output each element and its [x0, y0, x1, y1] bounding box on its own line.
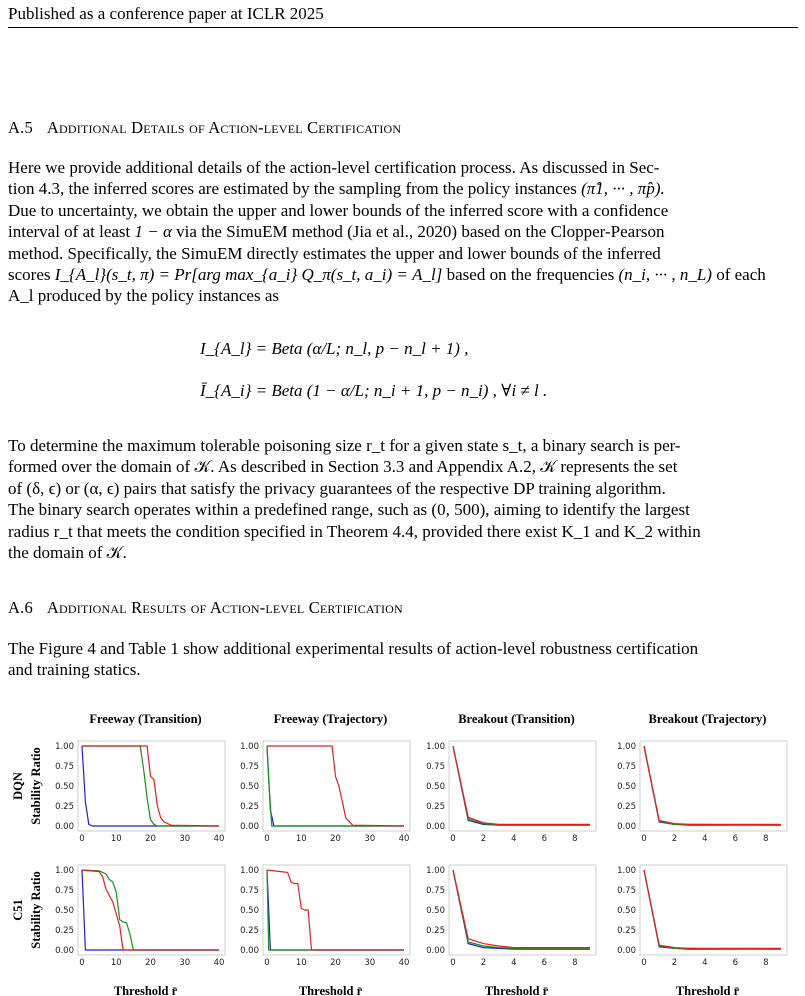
x-tick-label: 0	[264, 958, 270, 968]
paragraph-additional-results	[8, 638, 798, 681]
x-tick-label: 10	[295, 958, 307, 968]
section-title: Additional Details of Action-level Certification	[46, 118, 402, 137]
x-tick-label: 8	[763, 958, 769, 968]
para1-line7: A_l produced by the policy instances as	[8, 286, 279, 306]
para1-line1: Here we provide additional details of the action-level certification process. As discussed in Sec-	[8, 158, 660, 177]
y-tick-label: 0.50	[617, 906, 636, 916]
y-tick-label: 0.25	[426, 926, 445, 936]
section-heading-a5	[8, 118, 401, 138]
y-tick-label: 0.75	[426, 886, 445, 896]
plot-frame	[78, 741, 225, 831]
column-title: Breakout (Transition)	[458, 712, 575, 726]
plot-frame	[263, 741, 410, 831]
row-label: C51	[11, 899, 25, 921]
section-heading-a6	[8, 598, 403, 618]
x-tick-label: 4	[702, 834, 708, 844]
x-axis-label: Threshold r̄	[484, 984, 549, 996]
x-tick-label: 0	[450, 834, 456, 844]
x-tick-label: 30	[364, 834, 376, 844]
para2-line5: radius r_t that meets the condition specified in Theorem 4.4, provided there exist K_1 and K_2 within	[8, 521, 701, 541]
text-span: scores	[8, 265, 55, 285]
y-tick-label: 0.00	[240, 822, 259, 832]
y-tick-label: 0.00	[55, 946, 74, 956]
para1-line5: method. Specifically, the SimuEM directly estimates the upper and lower bounds of the inferred	[8, 243, 661, 263]
x-tick-label: 20	[330, 834, 341, 844]
para2-line1: To determine the maximum tolerable poisoning size r_t for a given state s_t, a binary search is per-	[8, 436, 681, 455]
para2-line2: formed over the domain of 𝒦. As described in Section 3.3 and Appendix A.2, 𝒦 represents the set	[8, 457, 678, 477]
text-span: of each	[711, 265, 766, 285]
x-tick-label: 0	[264, 834, 270, 844]
plot-frame	[640, 741, 787, 831]
x-tick-label: 2	[480, 834, 487, 844]
column-title: Freeway (Transition)	[89, 712, 202, 726]
y-tick-label: 0.00	[240, 946, 259, 956]
y-tick-label: 0.50	[55, 782, 74, 792]
figure-stability-ratio	[0, 705, 805, 996]
y-tick-label: 0.25	[240, 802, 259, 812]
x-tick-label: 30	[364, 958, 376, 968]
text-span: based on the frequencies	[442, 265, 619, 285]
x-tick-label: 0	[79, 958, 85, 968]
y-tick-label: 0.00	[426, 946, 445, 956]
y-tick-label: 0.50	[240, 782, 259, 792]
y-tick-label: 0.50	[426, 906, 445, 916]
para2-line6: the domain of 𝒦.	[8, 543, 127, 563]
math-inline: 1 − α	[134, 222, 172, 242]
x-tick-label: 8	[572, 958, 578, 968]
x-tick-label: 6	[541, 958, 548, 968]
para1-line3: Due to uncertainty, we obtain the upper and lower bounds of the inferred score with a confidence	[8, 200, 669, 220]
y-tick-label: 1.00	[55, 742, 74, 752]
para1-line6	[8, 264, 798, 285]
plot-frame	[449, 865, 596, 955]
running-header: Published as a conference paper at ICLR 2025	[8, 4, 798, 28]
x-tick-label: 30	[179, 834, 191, 844]
y-tick-label: 0.50	[617, 782, 636, 792]
y-tick-label: 0.00	[617, 822, 636, 832]
x-tick-label: 40	[213, 958, 225, 968]
x-tick-label: 40	[398, 958, 410, 968]
y-tick-label: 0.50	[426, 782, 445, 792]
x-tick-label: 6	[732, 834, 739, 844]
para3-line2: and training statics.	[8, 660, 141, 680]
y-tick-label: 0.75	[426, 762, 445, 772]
y-tick-label: 0.25	[55, 802, 74, 812]
row-label: DQN	[11, 772, 25, 800]
x-tick-label: 0	[641, 834, 647, 844]
plot-frame	[263, 865, 410, 955]
y-axis-label: Stability Ratio	[29, 747, 43, 825]
y-tick-label: 1.00	[617, 866, 636, 876]
text-span: tion 4.3, the inferred scores are estimated by the sampling from the policy instances	[8, 179, 582, 199]
paragraph-binary-search	[8, 435, 798, 563]
plot-frame	[640, 865, 787, 955]
y-tick-label: 0.75	[617, 886, 636, 896]
x-tick-label: 4	[511, 834, 517, 844]
column-title: Breakout (Trajectory)	[648, 712, 767, 726]
x-tick-label: 4	[702, 958, 708, 968]
section-number: A.5	[8, 118, 33, 137]
x-tick-label: 8	[763, 834, 769, 844]
x-tick-label: 0	[641, 958, 647, 968]
y-tick-label: 0.25	[617, 926, 636, 936]
para3-line1: The Figure 4 and Table 1 show additional experimental results of action-level robustness certification	[8, 639, 699, 658]
y-axis-label: Stability Ratio	[29, 871, 43, 949]
x-tick-label: 40	[213, 834, 225, 844]
x-tick-label: 10	[110, 834, 122, 844]
para1-line4	[8, 221, 798, 242]
x-tick-label: 20	[145, 834, 156, 844]
equation-bounds	[200, 328, 547, 412]
x-axis-label: Threshold r̄	[298, 984, 363, 996]
plot-frame	[449, 741, 596, 831]
y-tick-label: 0.75	[55, 886, 74, 896]
x-tick-label: 4	[511, 958, 517, 968]
equation-line-upper: Ī_{A_i} = Beta (1 − α/L; n_i + 1, p − n_i) , ∀i ≠ l .	[200, 381, 548, 400]
y-tick-label: 0.75	[240, 886, 259, 896]
section-title: Additional Results of Action-level Certification	[46, 598, 403, 617]
y-tick-label: 0.75	[55, 762, 74, 772]
y-tick-label: 0.75	[617, 762, 636, 772]
para1-line2	[8, 178, 798, 199]
x-tick-label: 6	[541, 834, 548, 844]
y-tick-label: 0.25	[55, 926, 74, 936]
math-inline: I_{A_l}(s_t, π) = Pr[arg max_{a_i} Q_π(s_t, a_i) = A_l]	[54, 265, 443, 285]
y-tick-label: 0.25	[426, 802, 445, 812]
text-span: via the SimuEM method (Jia et al., 2020) based on the Clopper-Pearson	[171, 222, 665, 242]
y-tick-label: 1.00	[426, 742, 445, 752]
x-tick-label: 20	[145, 958, 156, 968]
paragraph-simuem	[8, 157, 798, 307]
x-axis-label: Threshold r̄	[113, 984, 178, 996]
math-inline: (n_i, ··· , n_L)	[618, 265, 712, 285]
x-tick-label: 40	[398, 834, 410, 844]
x-tick-label: 2	[671, 834, 678, 844]
y-tick-label: 0.00	[617, 946, 636, 956]
x-tick-label: 10	[110, 958, 122, 968]
x-axis-label: Threshold r̄	[675, 984, 740, 996]
y-tick-label: 0.50	[55, 906, 74, 916]
x-tick-label: 8	[572, 834, 578, 844]
y-tick-label: 1.00	[55, 866, 74, 876]
y-tick-label: 0.25	[617, 802, 636, 812]
y-tick-label: 1.00	[617, 742, 636, 752]
x-tick-label: 20	[330, 958, 341, 968]
text-span: interval of at least	[8, 222, 135, 242]
x-tick-label: 2	[480, 958, 487, 968]
equation-line-lower: I_{A_l} = Beta (α/L; n_l, p − n_l + 1) ,	[200, 339, 469, 358]
para2-line4: The binary search operates within a predefined range, such as (0, 500), aiming to identify the largest	[8, 500, 690, 520]
math-inline: (π̂1, ··· , π̂p).	[581, 179, 665, 199]
y-tick-label: 1.00	[240, 866, 259, 876]
x-tick-label: 6	[732, 958, 739, 968]
x-tick-label: 2	[671, 958, 678, 968]
y-tick-label: 1.00	[426, 866, 445, 876]
column-title: Freeway (Trajectory)	[273, 712, 388, 726]
para2-line3: of (δ, ϵ) or (α, ϵ) pairs that satisfy the privacy guarantees of the respective DP training algorithm.	[8, 478, 666, 498]
y-tick-label: 1.00	[240, 742, 259, 752]
y-tick-label: 0.25	[240, 926, 259, 936]
y-tick-label: 0.00	[55, 822, 74, 832]
section-number: A.6	[8, 598, 33, 617]
x-tick-label: 0	[79, 834, 85, 844]
y-tick-label: 0.50	[240, 906, 259, 916]
y-tick-label: 0.75	[240, 762, 259, 772]
y-tick-label: 0.00	[426, 822, 445, 832]
plot-frame	[78, 865, 225, 955]
x-tick-label: 0	[450, 958, 456, 968]
x-tick-label: 30	[179, 958, 191, 968]
x-tick-label: 10	[295, 834, 307, 844]
